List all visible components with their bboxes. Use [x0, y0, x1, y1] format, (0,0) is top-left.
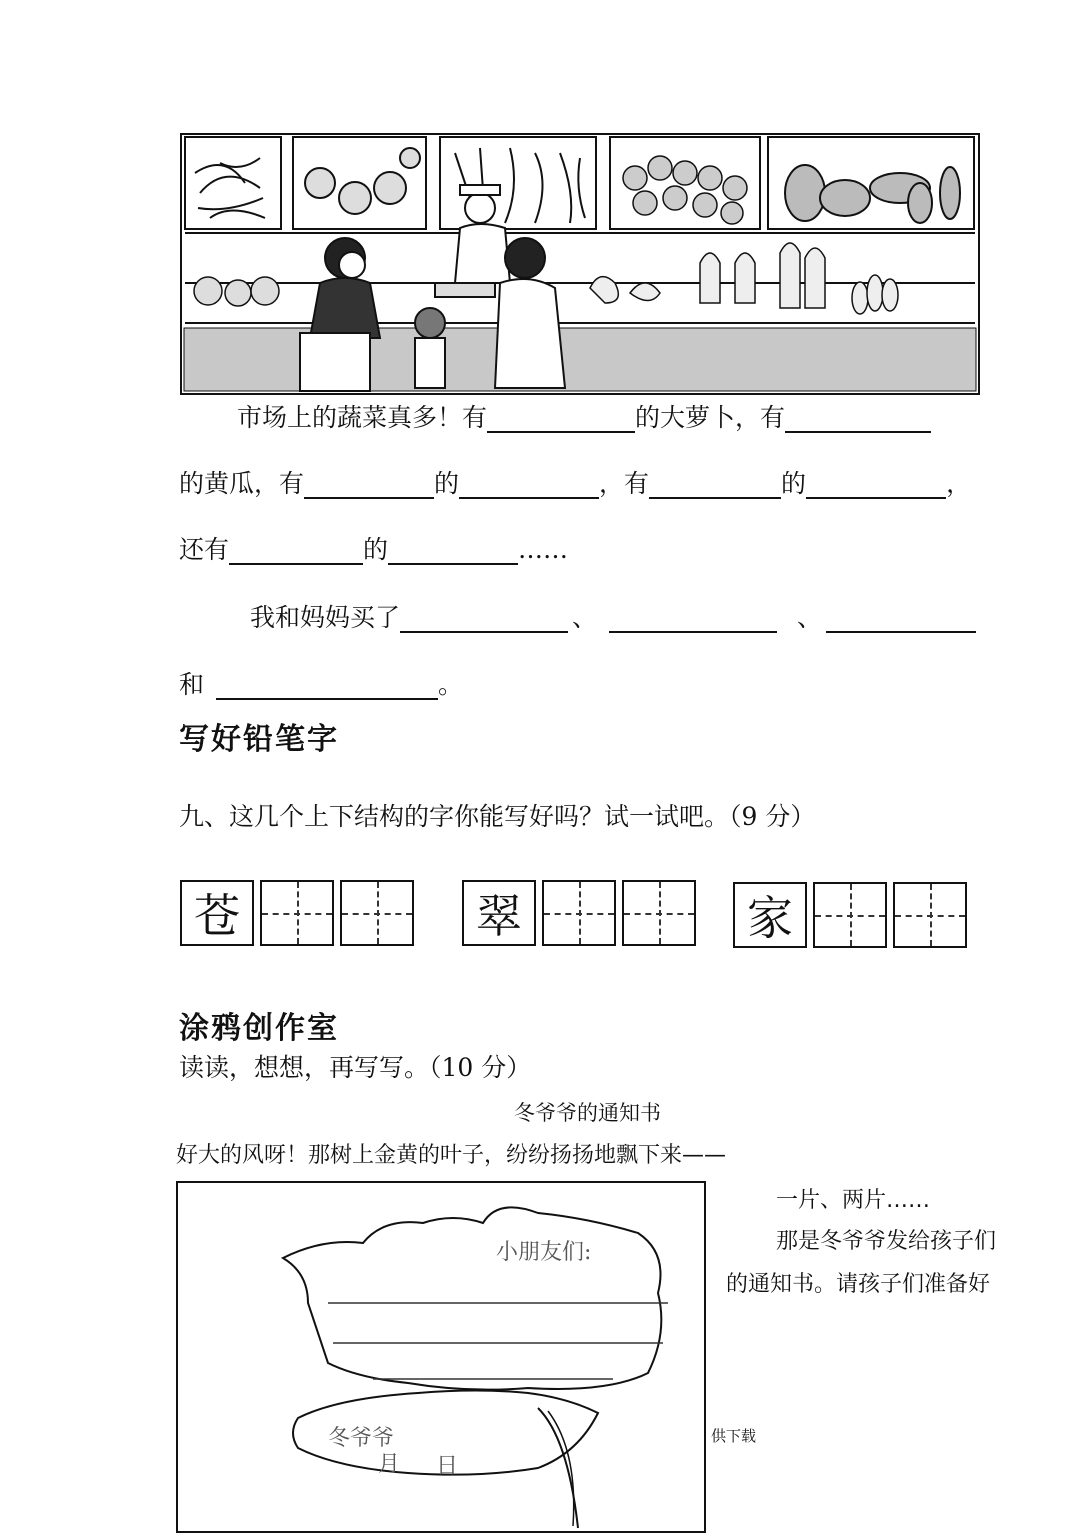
story-line-4: 的通知书。请孩子们准备好: [726, 1272, 991, 1297]
practice-cell[interactable]: [622, 880, 696, 946]
practice-cell[interactable]: [542, 880, 616, 946]
blank-11[interactable]: [826, 605, 976, 633]
period: 。: [438, 670, 464, 699]
story-line-3: 那是冬爷爷发给孩子们: [776, 1229, 997, 1254]
char-cell-jia: [733, 882, 807, 948]
de-2: 的: [781, 469, 807, 498]
ellipsis: ……: [518, 535, 569, 564]
char-cang: 苍: [182, 882, 252, 944]
leaf-day: 日: [436, 1454, 459, 1479]
practice-cell[interactable]: [813, 882, 887, 948]
market-line1-mid: 的大萝卜，有: [635, 403, 786, 432]
char-cui: 翠: [464, 882, 534, 944]
practice-cell[interactable]: [260, 880, 334, 946]
market-illustration: [180, 133, 980, 395]
leaf-month: 月: [378, 1452, 401, 1477]
blank-3[interactable]: [304, 471, 434, 499]
blank-1[interactable]: [487, 405, 635, 433]
market-line-2: [179, 469, 971, 499]
market-illustration-svg: [180, 133, 980, 395]
leaf-greeting: 小朋友们:: [496, 1240, 592, 1265]
blank-12[interactable]: [216, 672, 438, 700]
comma: ，: [946, 469, 972, 498]
market-line-1: [237, 403, 931, 433]
blank-10[interactable]: [609, 605, 777, 633]
market-line-3: [179, 535, 568, 565]
market-line4-start: 我和妈妈买了: [250, 603, 401, 632]
market-line3-start: 还有: [179, 535, 230, 564]
market-line-4: [250, 603, 976, 633]
de-1: 的: [434, 469, 460, 498]
market-line1-start: 市场上的蔬菜真多！有: [237, 403, 488, 432]
practice-cell[interactable]: [340, 880, 414, 946]
de-3: 的: [363, 535, 389, 564]
graffiti-heading: 涂鸦创作室: [179, 1011, 339, 1046]
practice-cell[interactable]: [893, 882, 967, 948]
market-line-5: [179, 670, 463, 700]
leaf-box: [176, 1181, 706, 1533]
blank-5[interactable]: [649, 471, 781, 499]
story-title: 冬爷爷的通知书: [514, 1101, 661, 1125]
blank-9[interactable]: [400, 605, 568, 633]
footer-fragment: 供下载: [711, 1427, 757, 1445]
dun-1: 、: [572, 603, 598, 632]
char-cell-cang: [180, 880, 254, 946]
pencil-heading: 写好铅笔字: [179, 722, 339, 757]
leaf-signature: 冬爷爷: [328, 1426, 395, 1451]
blank-6[interactable]: [806, 471, 946, 499]
blank-8[interactable]: [388, 537, 518, 565]
market-line2-start: 的黄瓜，有: [179, 469, 305, 498]
story-line-1: 好大的风呀！那树上金黄的叶子，纷纷扬扬地飘下来——: [176, 1143, 727, 1168]
char-cell-cui: [462, 880, 536, 946]
market-line5-start: 和: [179, 670, 205, 699]
comma-you: ，有: [599, 469, 650, 498]
graffiti-instruction: 读读，想想，再写写。（10 分）: [179, 1053, 532, 1082]
pencil-question: 九、这几个上下结构的字你能写好吗？试一试吧。（9 分）: [179, 802, 816, 831]
blank-4[interactable]: [459, 471, 599, 499]
blank-7[interactable]: [229, 537, 363, 565]
story-line-2: 一片、两片……: [776, 1188, 931, 1213]
dun-2: 、: [797, 603, 823, 632]
char-jia: 家: [735, 884, 805, 946]
blank-2[interactable]: [785, 405, 931, 433]
